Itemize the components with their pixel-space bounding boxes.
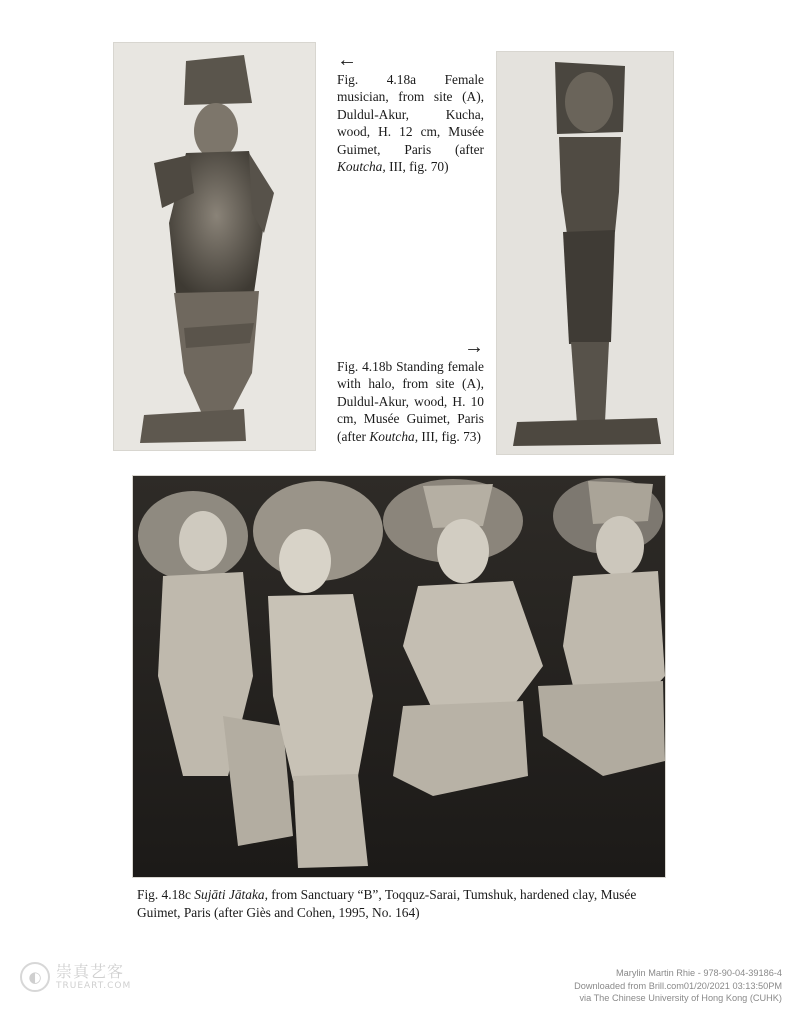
figure-label: Fig. 4.18b [337, 359, 393, 374]
footer-line-downloaded: Downloaded from Brill.com01/20/2021 03:13:50PM [574, 980, 782, 991]
figure-4-18a-caption [337, 50, 484, 175]
figure-label: Fig. 4.18c [137, 887, 191, 902]
caption-text: Female musician, from site (A), Duldul-Akur, Kucha, wood, H. 12 cm, Musée Guimet, Paris (after [337, 72, 485, 157]
caption-italic: Koutcha, [337, 159, 386, 175]
arrow-right-icon: → [464, 336, 484, 358]
footer-line-author: Marylin Martin Rhie - 978-90-04-39186-4 [616, 968, 782, 978]
caption-italic: Koutcha, [369, 428, 419, 444]
caption-text: Standing female with halo, from site (A), Duldul-Akur, wood, H. 10 cm, Musée Guimet, Paris (after [337, 359, 485, 444]
watermark-name-en: TRUEART.COM [56, 980, 132, 991]
caption-text-end: III, fig. 70) [385, 159, 449, 175]
figure-label: Fig. 4.18a [337, 72, 417, 87]
figure-4-18b-photo [497, 52, 673, 454]
figure-4-18c-photo [133, 476, 665, 877]
circle-logo-icon: ◐ [20, 962, 50, 992]
arrow-left-icon: ← [337, 49, 357, 71]
caption-italic: Sujāti Jātaka, [194, 887, 268, 902]
watermark [20, 962, 131, 992]
figure-4-18a-photo [114, 43, 315, 450]
download-footer [462, 967, 782, 1005]
footer-line-via: via The Chinese University of Hong Kong (CUHK) [579, 993, 782, 1003]
watermark-name-cn: 崇真艺客 [56, 961, 125, 981]
caption-text: from Sanctuary “B”, Toqquz-Sarai, Tumshuk, hardened clay, Musée Guimet, Paris (after Giès and Cohen, 1995, No. 164) [137, 887, 637, 920]
figure-4-18b-caption [337, 337, 484, 445]
caption-text-end: III, fig. 73) [418, 428, 481, 444]
figure-4-18c-caption [137, 886, 667, 922]
